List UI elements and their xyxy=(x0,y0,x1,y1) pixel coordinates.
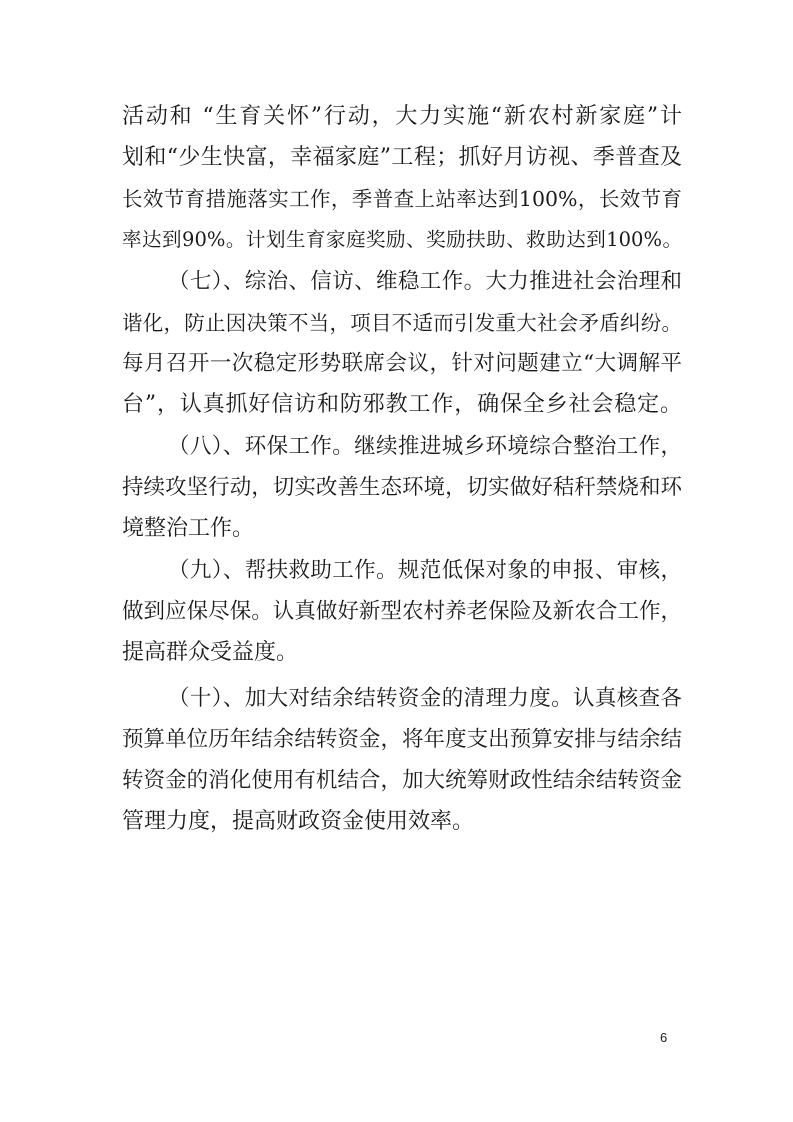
text-line: 提高群众受益度。 xyxy=(122,640,299,665)
text-line: 划和“少生快富，幸福家庭”工程；抓好月访视、季普查及 xyxy=(122,145,682,170)
text-line: 长效节育措施落实工作，季普查上站率达到100%，长效节育 xyxy=(122,187,682,211)
text-line: 率达到90%。计划生育家庭奖励、奖励扶助、救助达到100%。 xyxy=(122,228,682,251)
text-line: 管理力度，提高财政资金使用效率。 xyxy=(122,809,475,834)
text-line: 台”，认真抓好信访和防邪教工作，确保全乡社会稳定。 xyxy=(122,392,682,417)
text-line: 谐化，防止因决策不当，项目不适而引发重大社会矛盾纠纷。 xyxy=(122,311,682,335)
text-line: 转资金的消化使用有机结合，加大统筹财政性结余结转资金 xyxy=(122,768,682,793)
section-heading-line: （九）、帮扶救助工作。规范低保对象的申报、审核， xyxy=(168,558,682,583)
text-line: 做到应保尽保。认真做好新型农村养老保险及新农合工作， xyxy=(122,599,682,624)
text-line: 境整治工作。 xyxy=(122,516,255,541)
text-line: 活动和 “生育关怀”行动，大力实施“新农村新家庭”计 xyxy=(122,104,682,129)
section-heading-line: （八）、环保工作。继续推进城乡环境综合整治工作， xyxy=(168,434,682,459)
text-line: 持续攻坚行动，切实改善生态环境，切实做好秸秆禁烧和环 xyxy=(122,475,682,500)
text-line: 每月召开一次稳定形势联席会议，针对问题建立“大调解平 xyxy=(122,351,682,376)
section-heading-line: （七）、综治、信访、维稳工作。大力推进社会治理和 xyxy=(168,269,682,294)
page-number: 6 xyxy=(660,1030,668,1045)
section-heading-line: （十）、加大对结余结转资金的清理力度。认真核查各 xyxy=(168,686,682,711)
text-line: 预算单位历年结余结转资金，将年度支出预算安排与结余结 xyxy=(122,727,682,752)
